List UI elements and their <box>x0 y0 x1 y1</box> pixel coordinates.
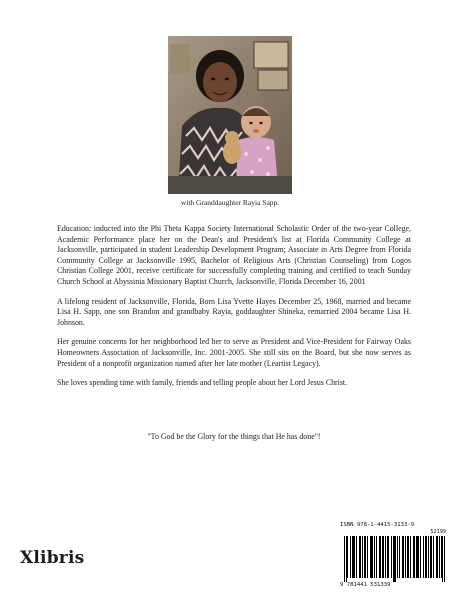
bio-paragraph-neighborhood: Her genuine concerns for her neighborhood led her to serve as President and Vice-President for Fairway Oaks Homeowners Association of Jacksonville, Inc. 2001-2005. She still sits on the Board, but she now serves as President of a nonprofit organization named after her late mother (Leartist Legacy). <box>57 337 411 368</box>
author-photo <box>168 36 292 194</box>
bio-paragraph-family: She loves spending time with family, friends and telling people about her Lord Jesus Christ. <box>57 378 348 388</box>
isbn-barcode <box>340 522 448 592</box>
photo-caption: with Granddaughter Rayia Sapp. <box>180 198 280 207</box>
author-bio <box>57 224 411 398</box>
isbn-label: ISBN 978-1-4415-3133-9 <box>340 522 415 528</box>
author-photo-image <box>168 36 292 194</box>
barcode-digits: 9 781441 531339 <box>340 582 391 588</box>
bio-paragraph-resident: A lifelong resident of Jacksonville, Florida, Born Lisa Yvette Hayes December 25, 1968, married and became Lisa H. Sapp, one son Brandon and grandbaby Rayia, goddaughter Shineka, remarried 2004 became Lisa H. Johnson. <box>57 296 411 327</box>
publisher-logo: Xlibris <box>20 548 85 568</box>
closing-quote: "To God be the Glory for the things that He has done"! <box>147 432 321 441</box>
bio-paragraph-education: Education: inducted into the Phi Theta Kappa Society International Scholastic Order of the two-year College, Academic Performance place her on the Dean's and President's list at Florida Community College at Jacksonville, participated in student Leadership Development Program; Associate in Arts Degree from Florida Community College at Jacksonville 1995, Bachelor of Religious Arts (Christian Counseling) from Logos Christian College 2001, receive certificate for successfully completing training and certified to teach Sunday Church School at Abyssinia Missionary Baptist Church, Jacksonville, Florida December 16, 2001 <box>57 224 411 286</box>
price-code: 52199 <box>430 529 446 535</box>
barcode-bars <box>340 536 448 582</box>
